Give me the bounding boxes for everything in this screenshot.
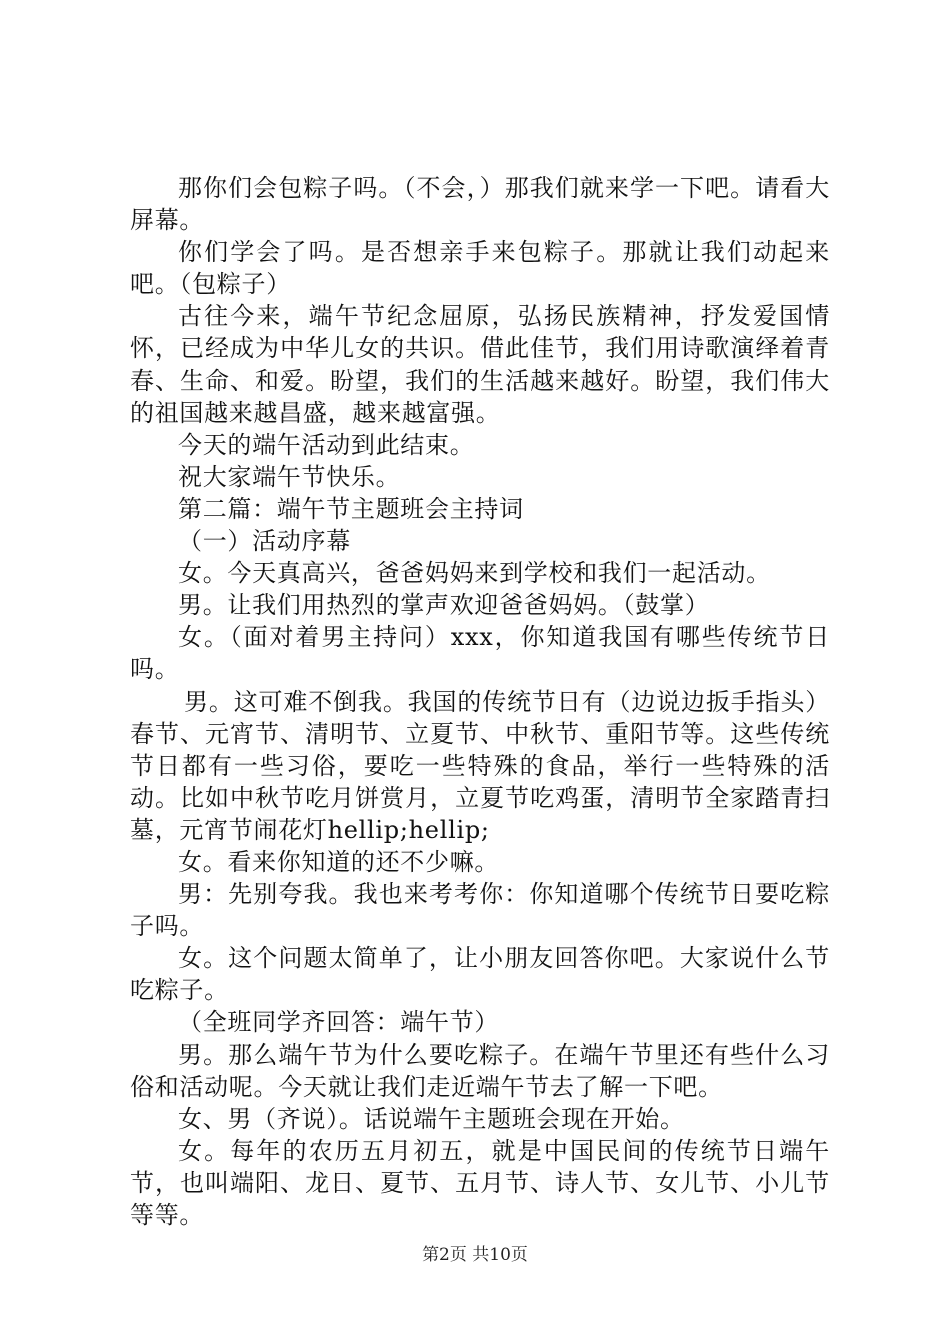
paragraph: 今天的端午活动到此结束。 [178,430,475,459]
paragraph: 女。今天真高兴，爸爸妈妈来到学校和我们一起活动。 [178,559,771,588]
page-number-footer: 第2页 共10页 [422,1245,528,1265]
subsection-heading: （一）活动序幕 [178,527,351,556]
paragraph: 女。（面对着男主持问）xxx，你知道我国有哪些传统节日吗。 [130,623,830,684]
paragraph: 祝大家端午节快乐。 [178,462,401,491]
paragraph: 女、男（齐说）。话说端午主题班会现在开始。 [178,1104,685,1133]
paragraph: （全班同学齐回答：端午节） [178,1008,500,1037]
paragraph: 男。那么端午节为什么要吃粽子。在端午节里还有些什么习俗和活动呢。今天就让我们走近端午节去了解一下吧。 [130,1040,830,1101]
paragraph: 男。让我们用热烈的掌声欢迎爸爸妈妈。（鼓掌） [178,591,710,620]
paragraph: 女。看来你知道的还不少嘛。 [178,847,500,876]
paragraph: 男：先别夸我。我也来考考你：你知道哪个传统节日要吃粽子吗。 [130,880,830,941]
paragraph: 女。每年的农历五月初五，就是中国民间的传统节日端午节，也叫端阳、龙日、夏节、五月节、诗人节、女儿节、小儿节等等。 [130,1136,830,1229]
paragraph: 女。这个问题太简单了，让小朋友回答你吧。大家说什么节吃粽子。 [130,944,830,1005]
paragraph: 男。这可难不倒我。我国的传统节日有（边说边扳手指头）春节、元宵节、清明节、立夏节、中秋节、重阳节等。这些传统节日都有一些习俗，要吃一些特殊的食品，举行一些特殊的活动。比如中秋节吃月饼赏月，立夏节吃鸡蛋，清明节全家踏青扫墓，元宵节闹花灯hellip;hellip; [130,687,830,844]
paragraph: 古往今来，端午节纪念屈原，弘扬民族精神，抒发爱国情怀，已经成为中华儿女的共识。借此佳节，我们用诗歌演绎着青春、生命、和爱。盼望，我们的生活越来越好。盼望，我们伟大的祖国越来越昌盛，越来越富强。 [130,302,830,427]
paragraph: 你们学会了吗。是否想亲手来包粽子。那就让我们动起来吧。（包粽子） [130,238,830,299]
section-heading: 第二篇：端午节主题班会主持词 [178,494,524,523]
document-body [130,172,830,1231]
paragraph: 那你们会包粽子吗。（不会，）那我们就来学一下吧。请看大屏幕。 [130,174,830,235]
